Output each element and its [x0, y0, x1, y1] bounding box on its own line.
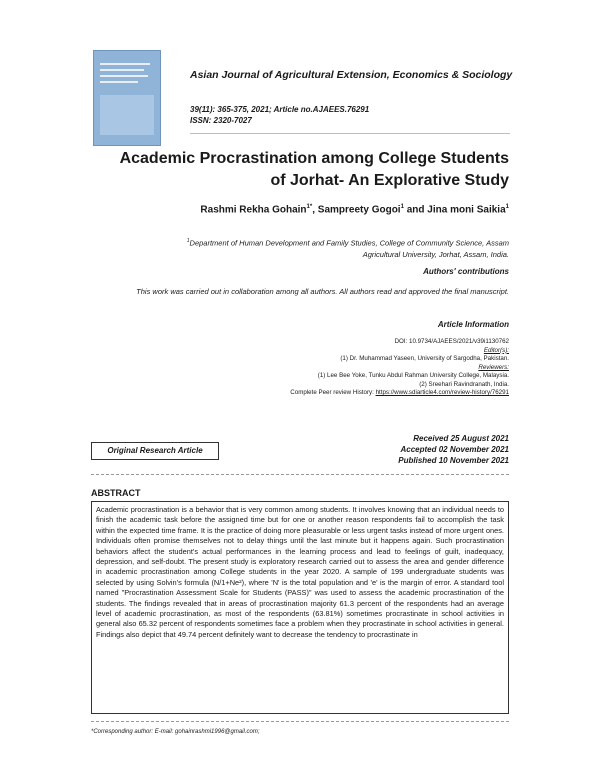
cover-decoration	[100, 69, 144, 71]
reviewer-entry: (2) Sreehari Ravindranath, India.	[419, 380, 509, 388]
author-list	[89, 204, 509, 215]
reviewer-entry: (1) Lee Bee Yoke, Tunku Abdul Rahman University College, Malaysia.	[317, 372, 509, 379]
author-affiliation-marker: 1	[400, 204, 404, 210]
abstract-text: Academic procrastination is a behavior that is very common among students. It involves knowing that an individual needs to finish the academic task before the assigned time but for one or another reason respondents fail to accomplish the task within the expected time frame. It is the practice of doing more pleasurable or less urgent tasks instead of more urgent ones. Individuals often promise themselves not to delay things until the last minute but it happens again. Such procrastination behaviors affect the student's actual performances in the learning process and lead to feelings of guilt, inadequacy, depression, and self-doubt. The present study is exploratory research carried out to assess the area and gender difference in academic procrastination among College students in the year 2020. A sample of 199 undergraduate students was selected by using Solvin's formula (N/1+Ne²), where 'N' is the total population and 'e' is the margin of error. A standard tool named "Procrastination Assessment Scale for Students (PASS)" was used to assess the academic procrastination of the students. The findings revealed that in areas of procrastination majority 61.3 percent of the respondents had an average level of academic procrastination, as most of the respondents (63.81%) sometimes procrastinate in school activities in general also 65.32 percent of respondents sometimes face a problem when they procrastinate in school activities in general. Findings also depict that 49.74 percent definitely want to decrease the tendency to procrastinate in	[96, 505, 504, 639]
title-line-2: of Jorhat- An Explorative Study	[270, 172, 509, 189]
author-affiliation-marker: 1*	[306, 204, 313, 210]
article-info-block	[189, 338, 509, 398]
affiliation-text: Department of Human Development and Family Studies, College of Community Science, Assam Agricultural University, Jorhat, Assam, India.	[189, 238, 509, 259]
cover-decoration	[100, 75, 148, 77]
editors-label: Editor(s):	[483, 346, 509, 354]
journal-name: Asian Journal of Agricultural Extension, Economics & Sociology	[190, 69, 513, 81]
cover-decoration	[100, 81, 138, 83]
reviewers-label: Reviewers:	[478, 363, 509, 371]
section-divider	[91, 474, 509, 475]
peer-review-history	[189, 389, 509, 398]
published-date: Published 10 November 2021	[398, 456, 509, 465]
paper-title	[89, 148, 509, 192]
author-affiliation-marker: 1	[505, 204, 509, 210]
article-info-heading: Article Information	[437, 320, 509, 329]
footnote-divider	[91, 721, 509, 722]
journal-volume: 39(11): 365-375, 2021; Article no.AJAEES.76291	[190, 105, 370, 114]
author-separator: and	[403, 204, 428, 216]
editor-entry: (1) Dr. Muhammad Yaseen, University of Sargodha, Pakistan.	[340, 355, 509, 362]
author-separator: ,	[312, 204, 318, 216]
peer-review-link[interactable]: https://www.sdiarticle4.com/review-history/76291	[375, 389, 509, 396]
doi: DOI: 10.9734/AJAEES/2021/v39i1130762	[394, 338, 509, 345]
contributions-text: This work was carried out in collaboration among all authors. All authors read and approved the final manuscript.	[136, 287, 509, 296]
abstract-box	[91, 501, 509, 714]
author-affiliation	[169, 236, 509, 260]
contributions-heading: Authors' contributions	[423, 267, 509, 276]
affiliation-marker: 1	[186, 238, 190, 244]
journal-issn: ISSN: 2320-7027	[190, 116, 252, 125]
header-divider	[190, 133, 510, 134]
author-name: Sampreety Gogoi	[317, 204, 401, 216]
author-name: Jina moni Saikia	[427, 204, 506, 216]
title-line-1: Academic Procrastination among College Students	[119, 150, 509, 167]
journal-cover-thumbnail	[93, 50, 161, 146]
author-name: Rashmi Rekha Gohain	[200, 204, 307, 216]
peer-review-label: Complete Peer review History:	[290, 389, 376, 396]
article-type-badge: Original Research Article	[91, 442, 219, 460]
cover-decoration	[100, 63, 150, 65]
cover-decoration	[100, 95, 154, 135]
article-dates	[309, 433, 509, 466]
corresponding-author-footnote: *Corresponding author: E-mail: gohainrashmi1996@gmail.com;	[91, 729, 260, 735]
abstract-heading: ABSTRACT	[91, 488, 141, 498]
received-date: Received 25 August 2021	[413, 434, 509, 443]
accepted-date: Accepted 02 November 2021	[400, 445, 509, 454]
